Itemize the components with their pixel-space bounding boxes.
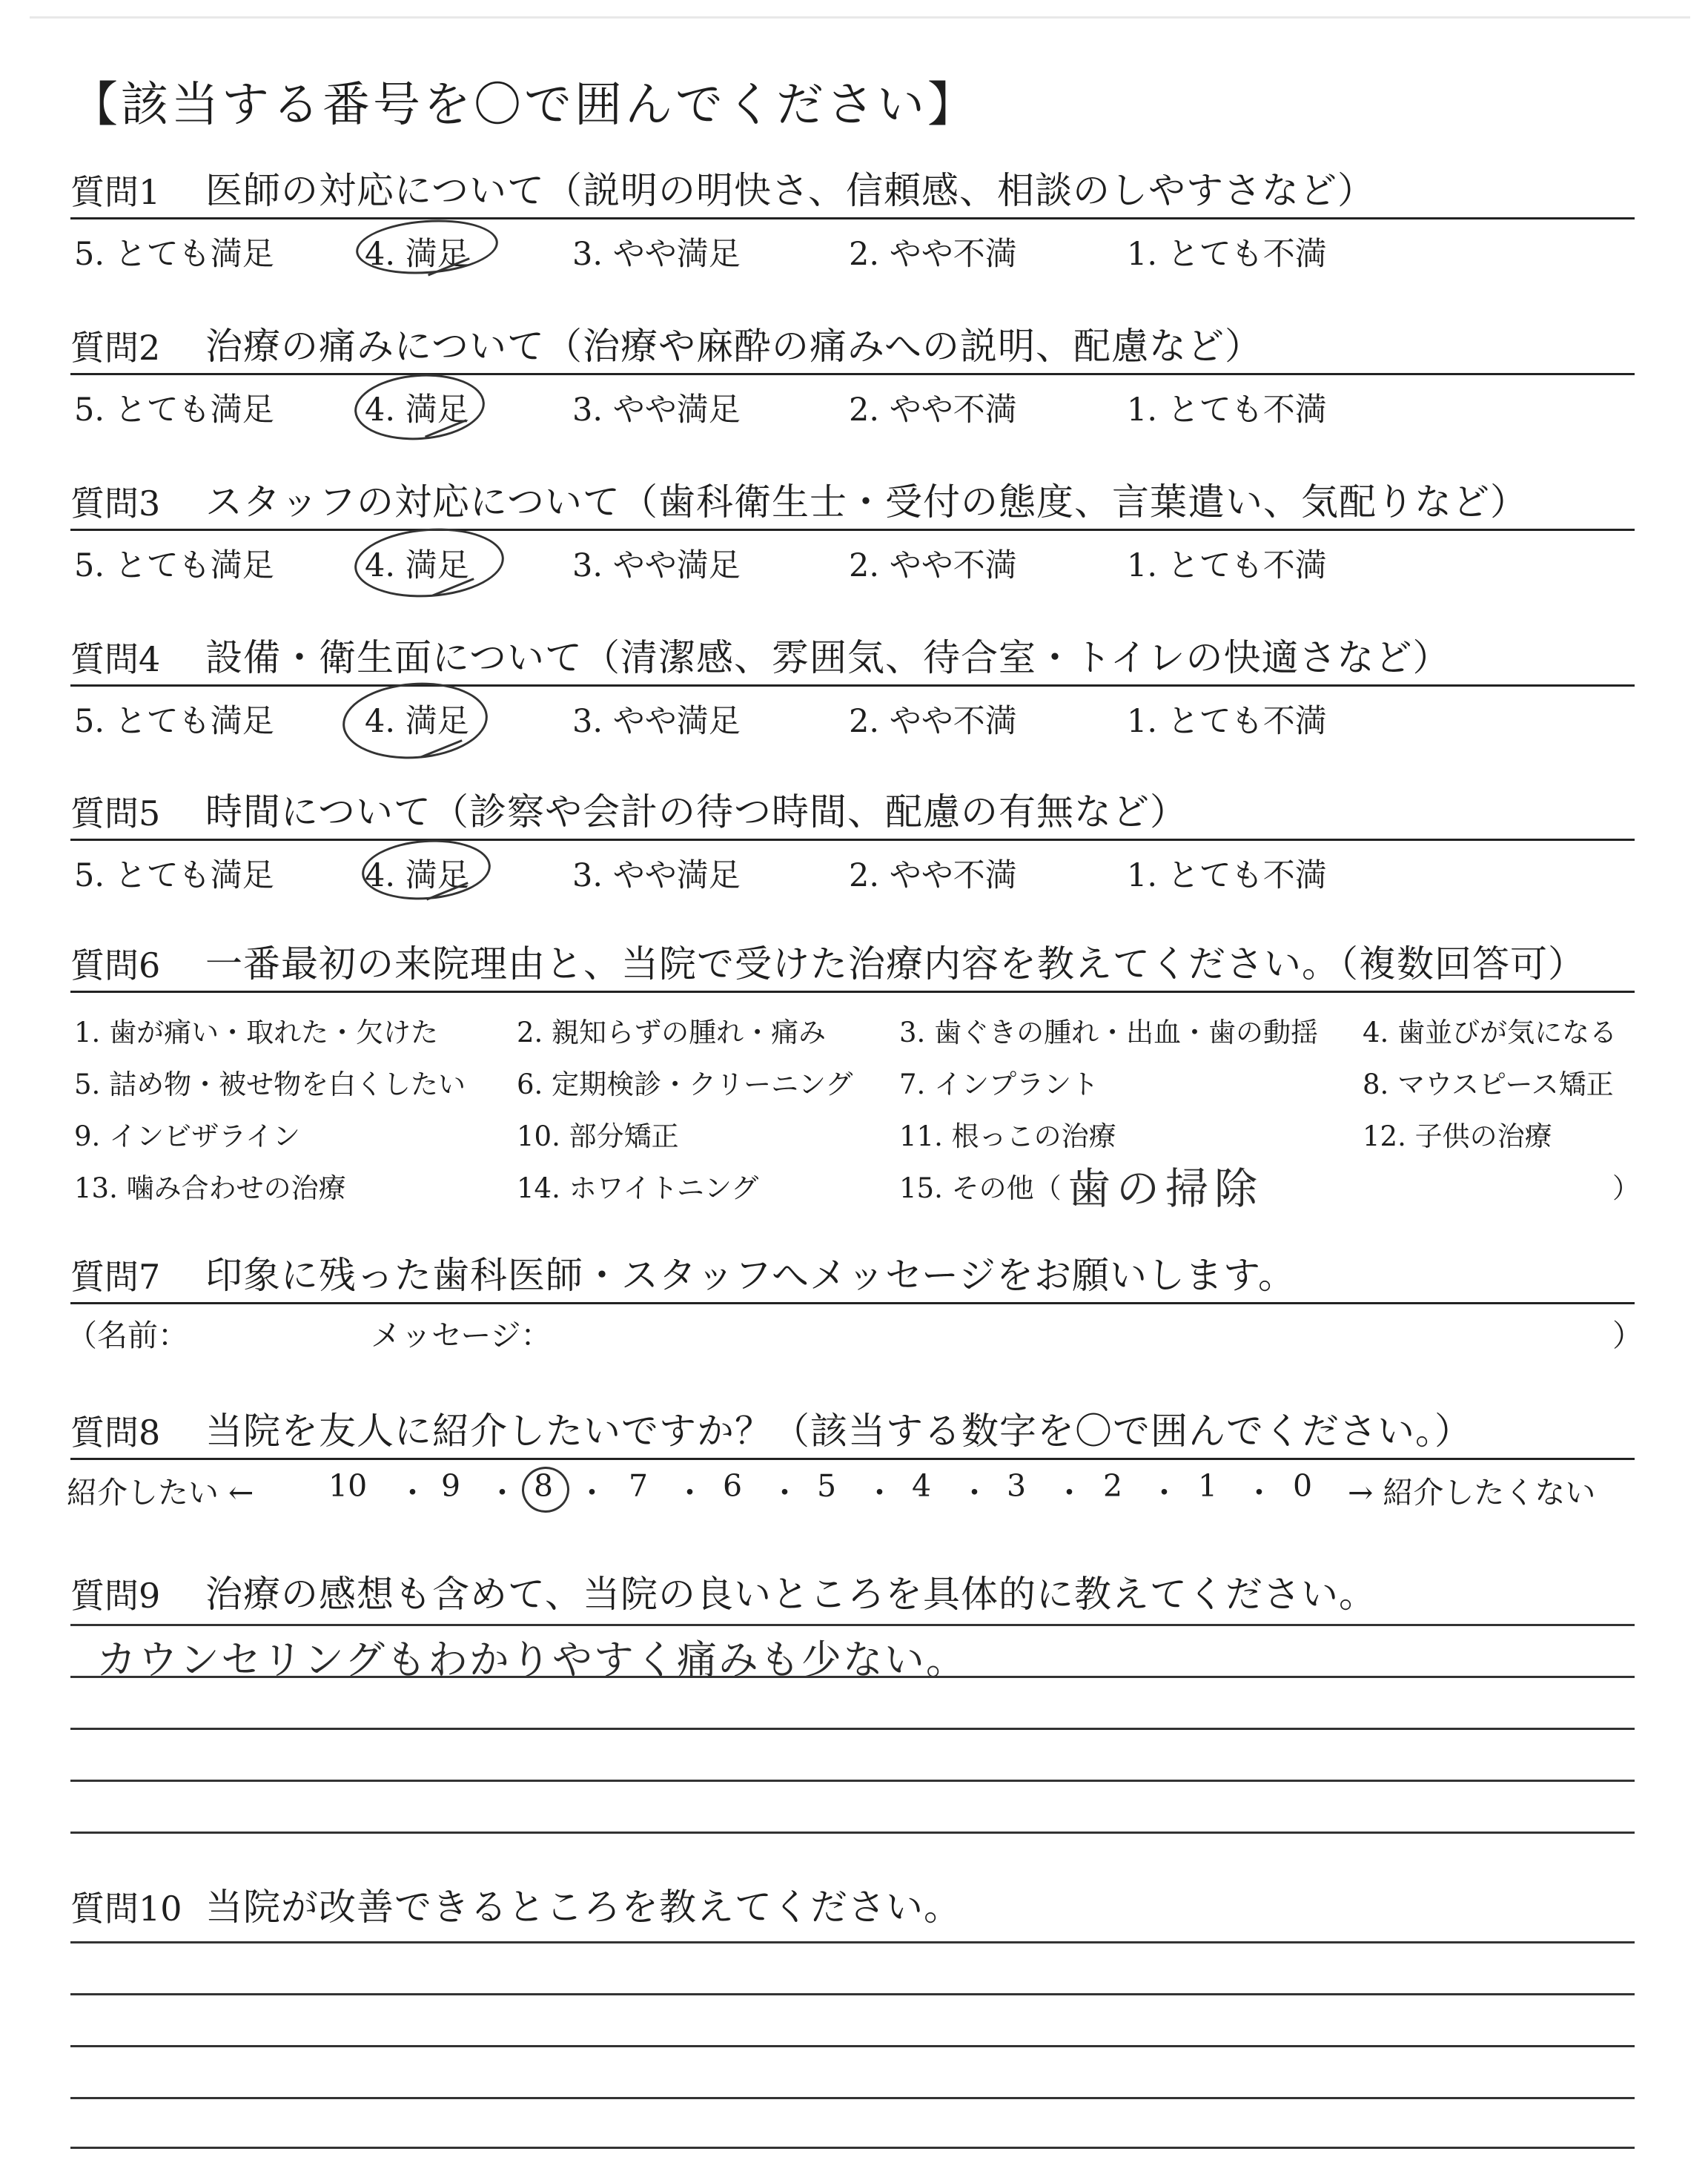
- treatment-option[interactable]: 6. 定期検診・クリーニング: [517, 1069, 853, 1100]
- option-very-unsatisfied[interactable]: 1. とても不満: [1127, 236, 1327, 273]
- scale-value[interactable]: 8: [534, 1468, 554, 1504]
- question-number: 質問7: [70, 1257, 161, 1297]
- treatment-option[interactable]: 11. 根っこの治療: [899, 1120, 1116, 1152]
- question-3: [70, 478, 1635, 531]
- scale-separator: ・: [769, 1475, 800, 1510]
- option-very-unsatisfied[interactable]: 1. とても不満: [1127, 703, 1327, 740]
- treatment-option[interactable]: 8. マウスピース矯正: [1363, 1069, 1614, 1100]
- question-number: 質問1: [70, 172, 161, 212]
- treatment-option[interactable]: 1. 歯が痛い・取れた・欠けた: [74, 1017, 439, 1048]
- question-text: 治療の痛みについて（治療や麻酔の痛みへの説明、配慮など）: [205, 325, 1262, 368]
- question-2: [70, 323, 1635, 375]
- question-number: 質問2: [70, 328, 161, 368]
- answer-line: [70, 1728, 1635, 1730]
- scale-separator: ・: [959, 1475, 990, 1510]
- scale-separator: ・: [1244, 1475, 1274, 1510]
- answer-circle-mark: [352, 524, 506, 602]
- answer-line: [70, 2097, 1635, 2099]
- question-number: 質問10: [70, 1889, 182, 1929]
- option-somewhat-unsatisfied[interactable]: 2. やや不満: [849, 703, 1017, 740]
- scale-separator: ・: [577, 1475, 607, 1510]
- option-very-satisfied[interactable]: 5. とても満足: [74, 236, 274, 273]
- question-number: 質問9: [70, 1576, 161, 1616]
- option-satisfied[interactable]: 4. 満足: [365, 236, 469, 273]
- scale-value[interactable]: 3: [1007, 1468, 1027, 1504]
- option-somewhat-satisfied[interactable]: 3. やや満足: [572, 392, 741, 429]
- rating-row-5: [74, 848, 1631, 892]
- question-5: [70, 788, 1635, 841]
- question-text: 当院が改善できるところを教えてください。: [205, 1886, 961, 1929]
- option-very-satisfied[interactable]: 5. とても満足: [74, 857, 274, 894]
- message-field-label: メッセージ：: [371, 1318, 552, 1353]
- scale-value[interactable]: 5: [817, 1468, 837, 1504]
- question-1: [70, 167, 1635, 219]
- handwritten-good-points-answer: カウンセリングもわかりやすく痛みも少ない。: [96, 1636, 967, 1683]
- answer-circle-mark: [340, 678, 491, 763]
- treatment-option[interactable]: 12. 子供の治療: [1363, 1120, 1552, 1152]
- scale-separator: ・: [675, 1475, 705, 1510]
- scale-left-label: 紹介したい ←: [67, 1475, 254, 1510]
- question-text: 設備・衛生面について（清潔感、雰囲気、待合室・トイレの快適さなど）: [205, 636, 1451, 679]
- rating-row-1: [74, 226, 1631, 271]
- scale-value[interactable]: 0: [1293, 1468, 1313, 1504]
- question-number: 質問6: [70, 945, 161, 985]
- question-6: [70, 940, 1635, 993]
- scale-value[interactable]: 1: [1198, 1468, 1218, 1504]
- answer-line: [70, 2045, 1635, 2047]
- treatment-option-other[interactable]: 15. その他（: [899, 1172, 1062, 1204]
- answer-circle-mark: [352, 370, 487, 444]
- answer-line: [70, 1676, 1635, 1678]
- rating-row-4: [74, 693, 1631, 738]
- scale-separator: ・: [1149, 1475, 1179, 1510]
- option-very-unsatisfied[interactable]: 1. とても不満: [1127, 857, 1327, 894]
- scale-value[interactable]: 10: [328, 1468, 368, 1504]
- answer-line: [70, 1780, 1635, 1782]
- option-very-satisfied[interactable]: 5. とても満足: [74, 703, 274, 740]
- handwritten-other-answer: 歯の掃除: [1068, 1163, 1264, 1214]
- answer-line: [70, 1941, 1635, 1943]
- question-text: 一番最初の来院理由と、当院で受けた治療内容を教えてください。（複数回答可）: [205, 942, 1586, 985]
- answer-line: [70, 1624, 1635, 1626]
- question-8: [70, 1407, 1635, 1460]
- option-somewhat-unsatisfied[interactable]: 2. やや不満: [849, 392, 1017, 429]
- treatment-option[interactable]: 14. ホワイトニング: [517, 1172, 759, 1204]
- option-satisfied[interactable]: 4. 満足: [365, 547, 469, 584]
- treatment-option[interactable]: 5. 詰め物・被せ物を白くしたい: [74, 1069, 466, 1100]
- scale-separator: ・: [487, 1475, 517, 1510]
- scale-separator: ・: [397, 1475, 428, 1510]
- option-very-satisfied[interactable]: 5. とても満足: [74, 392, 274, 429]
- form-heading: 【該当する番号を〇で囲んでください】: [70, 78, 978, 133]
- option-somewhat-satisfied[interactable]: 3. やや満足: [572, 236, 741, 273]
- option-somewhat-satisfied[interactable]: 3. やや満足: [572, 547, 741, 584]
- answer-line: [70, 1993, 1635, 1995]
- treatment-option[interactable]: 7. インプラント: [899, 1069, 1099, 1100]
- question-text: 時間について（診察や会計の待つ時間、配慮の有無など）: [205, 790, 1188, 833]
- question-number: 質問4: [70, 639, 161, 679]
- name-field-label: （名前：: [67, 1318, 188, 1353]
- scan-edge: [30, 16, 1690, 19]
- close-paren: ）: [1612, 1318, 1643, 1353]
- answer-line: [70, 2147, 1635, 2149]
- scale-value[interactable]: 9: [441, 1468, 461, 1504]
- treatment-option[interactable]: 10. 部分矯正: [517, 1120, 679, 1152]
- question-text: スタッフの対応について（歯科衛生士・受付の態度、言葉遣い、気配りなど）: [205, 480, 1528, 524]
- question-text: 医師の対応について（説明の明快さ、信頼感、相談のしやすさなど）: [205, 169, 1375, 212]
- scale-value[interactable]: 7: [629, 1468, 649, 1504]
- question-text: 治療の感想も含めて、当院の良いところを具体的に教えてください。: [205, 1573, 1377, 1616]
- question-text: 当院を友人に紹介したいですか？（該当する数字を〇で囲んでください。）: [205, 1410, 1472, 1453]
- rating-row-3: [74, 538, 1631, 582]
- question-number: 質問8: [70, 1413, 161, 1453]
- rating-row-2: [74, 382, 1631, 429]
- question-9: [70, 1571, 1635, 1621]
- option-somewhat-unsatisfied[interactable]: 2. やや不満: [849, 236, 1017, 273]
- option-somewhat-satisfied[interactable]: 3. やや満足: [572, 857, 741, 894]
- question-text: 印象に残った歯科医師・スタッフへメッセージをお願いします。: [205, 1254, 1296, 1297]
- question-4: [70, 634, 1635, 687]
- answer-circle-mark: [520, 1465, 571, 1514]
- question-10: [70, 1883, 1635, 1934]
- scale-value[interactable]: 2: [1103, 1468, 1123, 1504]
- question-number: 質問5: [70, 793, 161, 833]
- close-paren: ）: [1612, 1172, 1640, 1204]
- scale-right-label: → 紹介したくない: [1348, 1475, 1596, 1510]
- answer-line: [70, 1832, 1635, 1834]
- scale-value[interactable]: 4: [912, 1468, 932, 1504]
- option-somewhat-unsatisfied[interactable]: 2. やや不満: [849, 857, 1017, 894]
- treatment-option[interactable]: 3. 歯ぐきの腫れ・出血・歯の動揺: [899, 1017, 1319, 1048]
- treatment-option[interactable]: 9. インビザライン: [74, 1120, 300, 1152]
- scale-value[interactable]: 6: [723, 1468, 743, 1504]
- option-satisfied[interactable]: 4. 満足: [365, 857, 469, 894]
- option-somewhat-unsatisfied[interactable]: 2. やや不満: [849, 547, 1017, 584]
- treatment-option[interactable]: 13. 噛み合わせの治療: [74, 1172, 346, 1204]
- treatment-option[interactable]: 2. 親知らずの腫れ・痛み: [517, 1017, 827, 1048]
- option-very-unsatisfied[interactable]: 1. とても不満: [1127, 392, 1327, 429]
- option-very-unsatisfied[interactable]: 1. とても不満: [1127, 547, 1327, 584]
- treatment-option[interactable]: 4. 歯並びが気になる: [1363, 1017, 1618, 1048]
- scale-separator: ・: [864, 1475, 895, 1510]
- option-somewhat-satisfied[interactable]: 3. やや満足: [572, 703, 741, 740]
- question-7: [70, 1252, 1635, 1304]
- scale-separator: ・: [1054, 1475, 1085, 1510]
- option-very-satisfied[interactable]: 5. とても満足: [74, 547, 274, 584]
- option-satisfied[interactable]: 4. 満足: [365, 392, 469, 429]
- question-number: 質問3: [70, 483, 161, 524]
- option-satisfied[interactable]: 4. 満足: [365, 703, 469, 740]
